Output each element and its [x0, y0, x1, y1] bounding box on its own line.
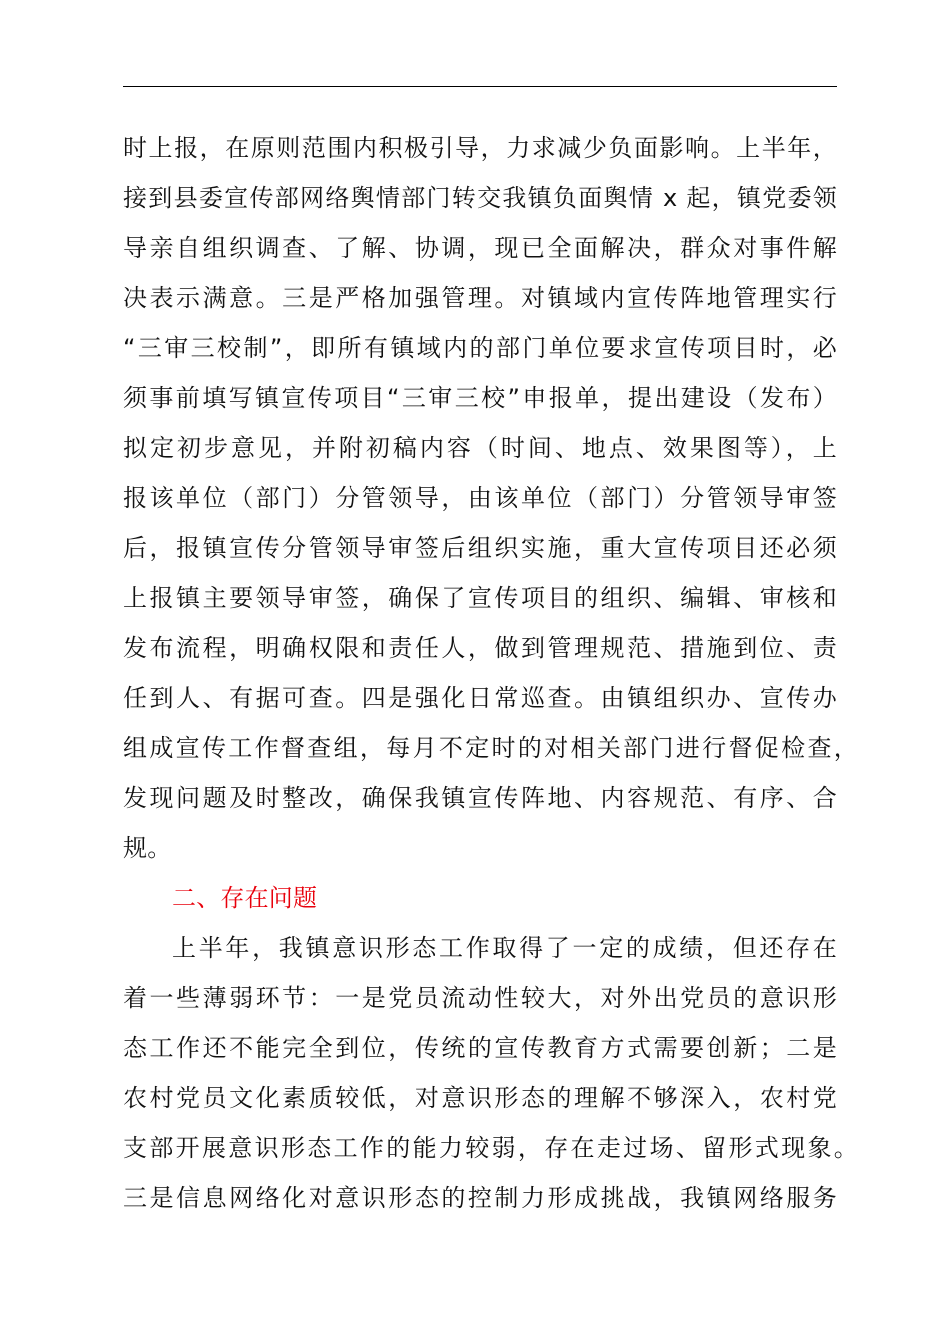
text-line: 接到县委宣传部网络舆情部门转交我镇负面舆情 x 起，镇党委领 — [123, 184, 837, 212]
text-line: 农村党员文化素质较低，对意识形态的理解不够深入，农村党 — [123, 1084, 837, 1112]
text-line: 须事前填写镇宣传项目“三审三校”申报单，提出建设（发布） — [123, 384, 837, 412]
text-line: 三是信息网络化对意识形态的控制力形成挑战，我镇网络服务 — [123, 1184, 837, 1212]
header-rule — [123, 86, 837, 87]
text-line: 上半年，我镇意识形态工作取得了一定的成绩，但还存在 — [172, 934, 837, 962]
text-line: 着一些薄弱环节：一是党员流动性较大，对外出党员的意识形 — [123, 984, 837, 1012]
text-line: 任到人、有据可查。四是强化日常巡查。由镇组织办、宣传办 — [123, 684, 837, 712]
text-line: 报该单位（部门）分管领导，由该单位（部门）分管领导审签 — [123, 484, 837, 512]
text-line: 上报镇主要领导审签，确保了宣传项目的组织、编辑、审核和 — [123, 584, 837, 612]
text-line: 态工作还不能完全到位，传统的宣传教育方式需要创新；二是 — [123, 1034, 837, 1062]
text-line: 时上报，在原则范围内积极引导，力求减少负面影响。上半年， — [123, 134, 837, 162]
text-line: 导亲自组织调查、了解、协调，现已全面解决，群众对事件解 — [123, 234, 837, 262]
text-line: 发布流程，明确权限和责任人，做到管理规范、措施到位、责 — [123, 634, 837, 662]
text-line: 决表示满意。三是严格加强管理。对镇域内宣传阵地管理实行 — [123, 284, 837, 312]
text-line: “三审三校制”，即所有镇域内的部门单位要求宣传项目时，必 — [123, 334, 837, 362]
document-body — [123, 123, 863, 1223]
text-line: 后，报镇宣传分管领导审签后组织实施，重大宣传项目还必须 — [123, 534, 837, 562]
text-line: 规。 — [123, 834, 172, 862]
text-line: 支部开展意识形态工作的能力较弱，存在走过场、留形式现象。 — [123, 1134, 858, 1162]
section-heading: 二、存在问题 — [172, 884, 318, 912]
text-line: 组成宣传工作督查组，每月不定时的对相关部门进行督促检查， — [123, 734, 858, 762]
text-line: 拟定初步意见，并附初稿内容（时间、地点、效果图等），上 — [123, 434, 837, 462]
paragraph-2 — [123, 923, 863, 1223]
text-line: 发现问题及时整改，确保我镇宣传阵地、内容规范、有序、合 — [123, 784, 837, 812]
paragraph-1 — [123, 123, 863, 873]
